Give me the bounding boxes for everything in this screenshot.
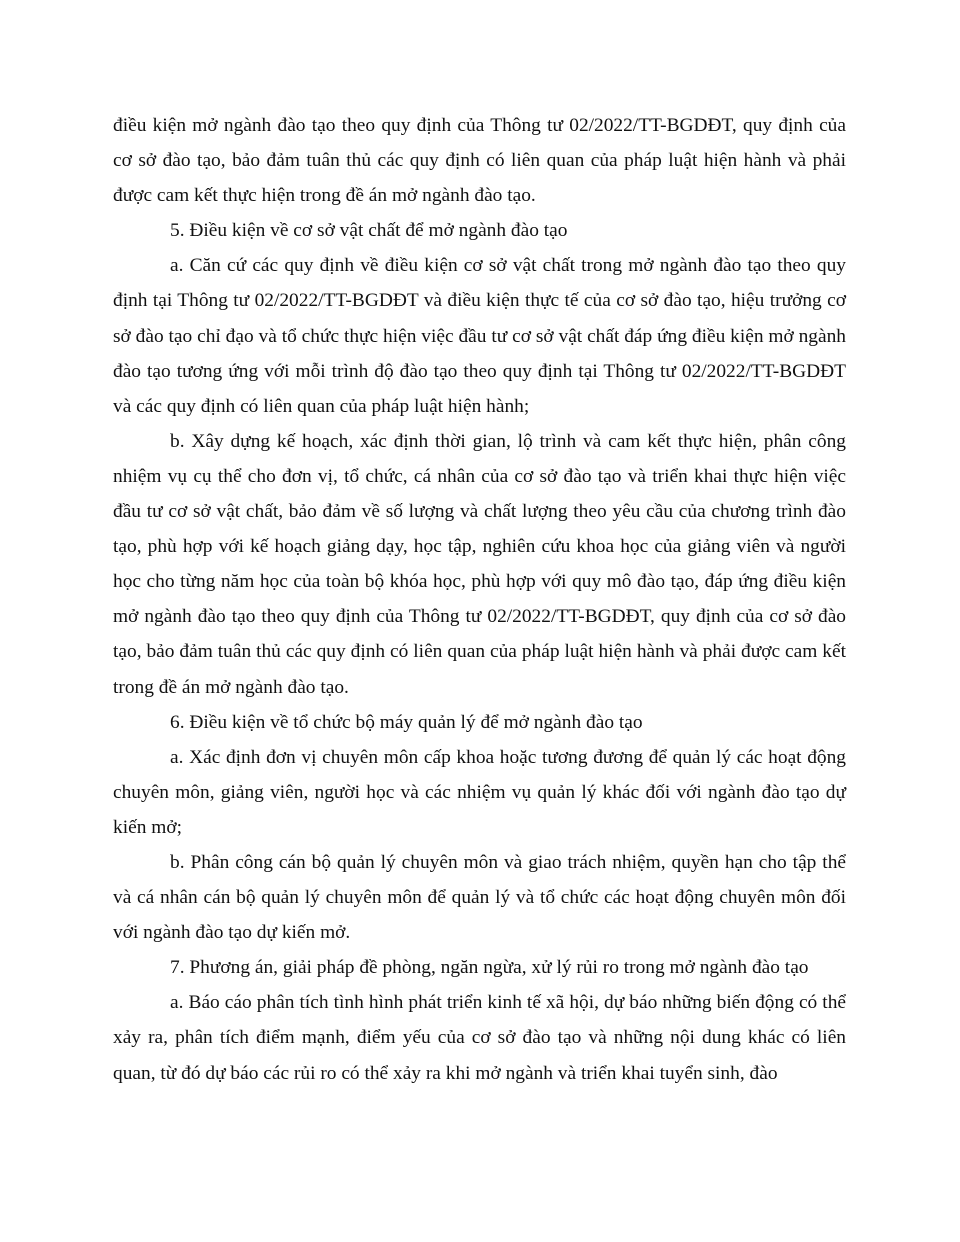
paragraph-continuation: điều kiện mở ngành đào tạo theo quy định của Thông tư 02/2022/TT-BGDĐT, quy định của cơ sở đào tạo, bảo đảm tuân thủ các quy định có liên quan của pháp luật hiện hành và phải được cam kết thực hiện trong đề án mở ngành đào tạo. bbox=[113, 115, 846, 207]
paragraph-5b: b. Xây dựng kế hoạch, xác định thời gian, lộ trình và cam kết thực hiện, phân công nhiệm vụ cụ thể cho đơn vị, tổ chức, cá nhân của cơ sở đào tạo và triển khai thực hiện việc đầu tư cơ sở vật chất, bảo đảm về số lượng và chất lượng theo yêu cầu của chương trình đào tạo, phù hợp với kế hoạch giảng dạy, học tập, nghiên cứu khoa học của giảng viên và người học cho từng năm học của toàn bộ khóa học, phù hợp với quy mô đào tạo, đáp ứng điều kiện mở ngành đào tạo theo quy định của Thông tư 02/2022/TT-BGDĐT, quy định của cơ sở đào tạo, bảo đảm tuân thủ các quy định có liên quan của pháp luật hiện hành và phải được cam kết trong đề án mở ngành đào tạo. bbox=[113, 430, 846, 698]
heading-section-6: 6. Điều kiện về tổ chức bộ máy quản lý để mở ngành đào tạo bbox=[170, 711, 643, 733]
heading-section-7: 7. Phương án, giải pháp đề phòng, ngăn ngừa, xử lý rủi ro trong mở ngành đào tạo bbox=[170, 957, 809, 979]
paragraph-6b: b. Phân công cán bộ quản lý chuyên môn và giao trách nhiệm, quyền hạn cho tập thể và cá nhân cán bộ quản lý chuyên môn để quản lý và tổ chức các hoạt động chuyên môn đối với ngành đào tạo dự kiến mở. bbox=[113, 851, 846, 944]
document-body bbox=[113, 108, 846, 1091]
paragraph-6a: a. Xác định đơn vị chuyên môn cấp khoa hoặc tương đương để quản lý các hoạt động chuyên môn, giảng viên, người học và các nhiệm vụ quản lý khác đối với ngành đào tạo dự kiến mở; bbox=[113, 746, 846, 838]
paragraph-7a: a. Báo cáo phân tích tình hình phát triển kinh tế xã hội, dự báo những biến động có thể xảy ra, phân tích điểm mạnh, điểm yếu của cơ sở đào tạo và những nội dung khác có liên quan, từ đó dự báo các rủi ro có thể xảy ra khi mở ngành và triển khai tuyển sinh, đào bbox=[113, 992, 846, 1084]
paragraph-5a: a. Căn cứ các quy định về điều kiện cơ sở vật chất trong mở ngành đào tạo theo quy định tại Thông tư 02/2022/TT-BGDĐT và điều kiện thực tế của cơ sở đào tạo, hiệu trưởng cơ sở đào tạo chỉ đạo và tổ chức thực hiện việc đầu tư cơ sở vật chất đáp ứng điều kiện mở ngành đào tạo tương ứng với mỗi trình độ đào tạo theo quy định tại Thông tư 02/2022/TT-BGDĐT và các quy định có liên quan của pháp luật hiện hành; bbox=[113, 255, 846, 417]
heading-section-5: 5. Điều kiện về cơ sở vật chất để mở ngành đào tạo bbox=[170, 220, 568, 242]
